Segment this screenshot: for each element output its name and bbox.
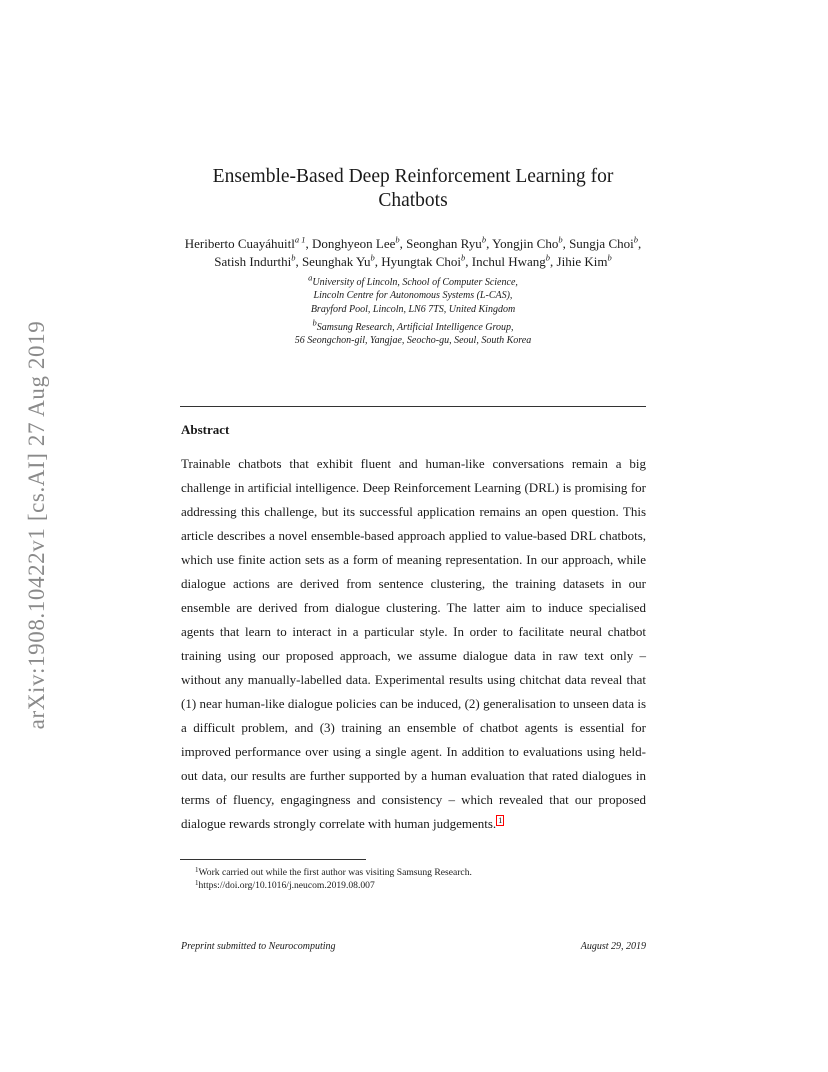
author-5 [569,236,641,251]
author-affiliation-mark: b [370,252,375,263]
affiliation-a [180,272,646,316]
author-separator: , [562,236,570,251]
author-10 [557,254,612,269]
affiliation-mark: a [308,272,313,283]
author-separator: , [305,236,312,251]
author-name: Donghyeon Lee [312,236,396,251]
footnote-text: Work carried out while the first author was visiting Samsung Research. [198,867,472,878]
author-name: Yongjin Cho [492,236,559,251]
author-affiliation-mark: b [395,234,400,245]
author-separator: , [295,253,302,269]
author-name: Jihie Kim [556,253,608,269]
date-note: August 29, 2019 [580,941,646,952]
affiliation-b-line-1 [180,317,646,334]
author-separator: , [399,236,407,251]
affiliation-a-line-3: Brayford Pool, Lincoln, LN6 7TS, United Kingdom [310,303,516,315]
footnote-mark: 1 [195,879,199,887]
author-4 [492,236,569,251]
author-affiliation-mark: b [633,234,638,245]
affiliation-a-line-2: Lincoln Centre for Autonomous Systems (L-CAS), [313,290,513,302]
author-1 [185,236,312,251]
author-9 [472,254,557,269]
author-separator: , [486,236,493,251]
affiliation-b-line-2: 56 Seongchon-gil, Yangjae, Seocho-gu, Seoul, South Korea [294,335,532,347]
preprint-note: Preprint submitted to Neurocomputing [181,941,336,952]
title-line-1: Ensemble-Based Deep Reinforcement Learning for [212,166,614,187]
footnote-link[interactable]: 1 [498,815,503,825]
author-name: Seonghan Ryu [406,236,482,251]
author-affiliation-mark: b [545,252,551,263]
title-line-2: Chatbots [378,190,448,211]
author-name: Heriberto Cuayáhuitl [184,236,295,251]
author-2 [312,236,406,251]
abstract-body [181,452,646,836]
author-affiliation-mark: b [558,234,563,245]
author-separator: , [637,236,642,251]
author-6 [214,254,302,269]
footnote-2 [195,877,375,892]
author-affiliation-mark: b [607,252,612,263]
footnote-rule [180,859,366,860]
author-name: Seunghak Yu [301,253,371,269]
author-separator: , [550,253,557,269]
affiliation-mark: b [312,317,317,328]
author-7 [302,254,381,269]
footnote-text: https://doi.org/10.1016/j.neucom.2019.08.007 [198,880,375,891]
abstract-top-rule [180,406,646,407]
author-affiliation-mark: b [291,252,296,263]
affiliation-b [180,317,646,348]
author-3 [406,236,492,251]
abstract-text: Trainable chatbots that exhibit fluent and human-like conversations remain a big challenge in artificial intelligence. Deep Reinforcement Learning (DRL) is promising for addressing this challenge, but its successful application remains an open question. This article describes a novel ensemble-based approach applied to value-based DRL chatbots, which use finite action sets as a form of meaning representation. In our approach, while dialogue actions are derived from sentence clustering, the training datasets in our ensemble are derived from dialogue clustering. The latter aim to induce specialised agents that learn to interact in a particular style. In order to facilitate neural chatbot training using our proposed approach, we assume dialogue data in raw text only – without any manually-labelled data. Experimental results using chitchat data reveal that (1) near human-like dialogue policies can be induced, (2) generalisation to unseen data is a difficult problem, and (3) training an ensemble of chatbot agents is essential for improved performance over using a single agent. In addition to evaluations using held-out data, our results are further supported by a human evaluation that rated dialogues in terms of fluency, engagingness and consistency – which revealed that our proposed dialogue rewards strongly correlate with human judgements. [181,456,646,831]
arxiv-identifier-stamp: arXiv:1908.10422v1 [cs.AI] 27 Aug 2019 [24,320,49,730]
abstract-heading: Abstract [181,422,230,437]
author-name: Sungja Choi [569,236,634,251]
author-affiliation-mark: b [461,252,466,263]
author-separator: , [465,253,472,269]
paper-title [180,165,646,213]
affiliation-text: Samsung Research, Artificial Intelligence Group, [316,322,514,333]
footnote-mark: 1 [195,866,199,874]
author-name: Hyungtak Choi [381,253,462,269]
affiliation-a-line-1 [180,272,646,289]
author-name: Satish Indurthi [214,253,292,269]
affiliation-text: University of Lincoln, School of Computer Science, [312,277,518,288]
author-separator: , [374,253,382,269]
author-affiliation-mark: b [481,234,487,245]
author-8 [381,254,472,269]
author-affiliation-mark: a 1 [294,234,306,245]
author-list [180,235,646,270]
author-name: Inchul Hwang [471,253,546,269]
